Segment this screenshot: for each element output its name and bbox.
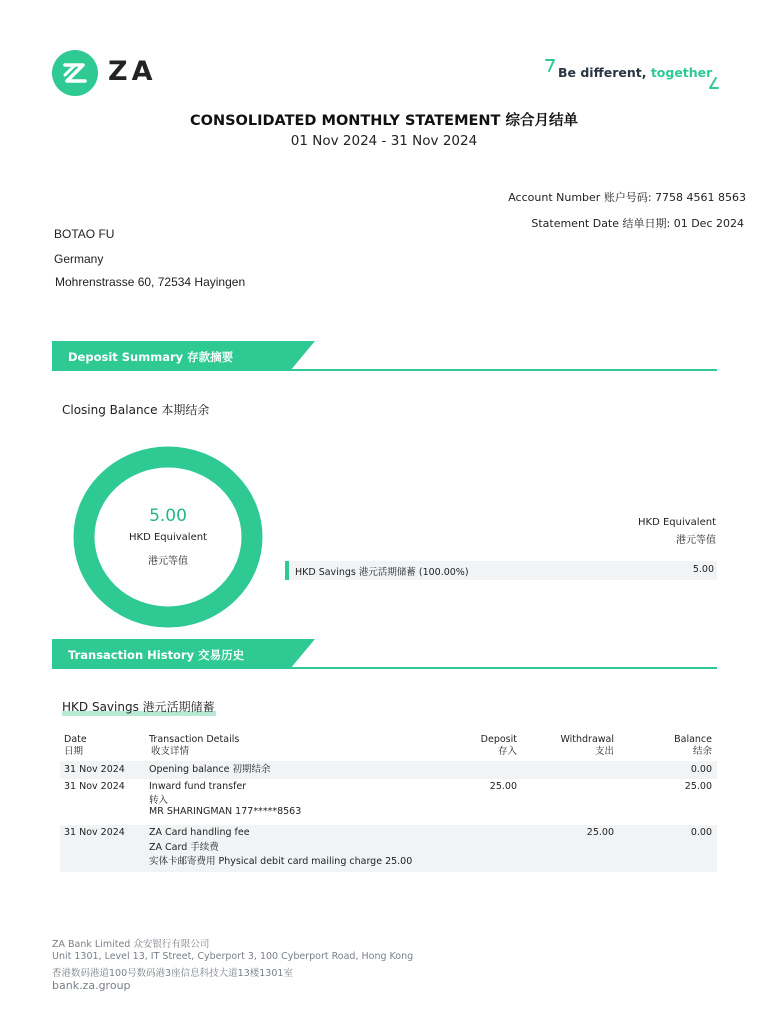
summary-row-hkd-savings <box>285 561 717 580</box>
tagline <box>540 58 720 92</box>
col-withdrawal-header: Withdrawal 支出 <box>560 734 614 757</box>
customer-country: Germany <box>54 252 104 266</box>
transaction-history-header <box>52 639 717 669</box>
row-details: 实体卡邮寄费用 Physical debit card mailing charge 25.00 <box>149 856 413 867</box>
col-deposit-header: Deposit 存入 <box>480 734 517 757</box>
transaction-history-title: Transaction History 交易历史 <box>68 648 245 662</box>
customer-name: BOTAO FU <box>54 227 115 241</box>
summary-column-header-cn: 港元等值 <box>676 535 716 546</box>
footer-company: ZA Bank Limited 众安银行有限公司 <box>52 939 210 950</box>
logo-text: ZA <box>108 56 157 87</box>
row-details: ZA Card handling fee <box>149 827 250 838</box>
customer-address: Mohrenstrasse 60, 72534 Hayingen <box>55 275 246 289</box>
legend-swatch <box>285 561 289 580</box>
row-details: Opening balance 初期结余 <box>149 764 271 775</box>
col-details-header: Transaction Details 收支详情 <box>149 734 240 757</box>
row-date: 31 Nov 2024 <box>64 781 125 792</box>
summary-row-value: 5.00 <box>692 564 714 575</box>
footer-website-link[interactable]: bank.za.group <box>52 979 131 992</box>
donut-unit-en: HKD Equivalent <box>129 532 207 543</box>
deposit-summary-header <box>52 341 717 371</box>
tagline-part1: Be different, <box>558 65 651 80</box>
row-date: 31 Nov 2024 <box>64 764 125 775</box>
row-balance: 0.00 <box>690 764 712 775</box>
table-row <box>60 779 717 824</box>
statement-period: 01 Nov 2024 - 31 Nov 2024 <box>290 133 478 149</box>
account-number: Account Number 账户号码: 7758 4561 8563 <box>508 191 746 204</box>
account-heading: HKD Savings 港元活期储蓄 <box>62 700 215 714</box>
donut-unit-cn: 港元等值 <box>148 556 188 567</box>
closing-balance-label: Closing Balance 本期结余 <box>62 403 210 417</box>
row-date: 31 Nov 2024 <box>64 827 125 838</box>
col-balance-header: Balance 结余 <box>674 734 712 757</box>
footer-address-cn: 香港数码港道100号数码港3座信息科技大道13楼1301室 <box>52 968 293 979</box>
table-row <box>60 761 717 779</box>
statement-title: CONSOLIDATED MONTHLY STATEMENT 综合月结单 <box>190 113 578 129</box>
row-details: MR SHARINGMAN 177*****8563 <box>149 806 302 817</box>
table-row <box>60 825 717 872</box>
za-logo-icon <box>52 50 98 96</box>
col-date-header: Date 日期 <box>64 734 87 757</box>
row-balance: 0.00 <box>690 827 712 838</box>
statement-date: Statement Date 结单日期: 01 Dec 2024 <box>531 217 744 230</box>
donut-total-value: 5.00 <box>149 506 187 526</box>
row-details: Inward fund transfer <box>149 781 247 792</box>
tagline-part2: together <box>650 65 713 80</box>
row-withdrawal: 25.00 <box>586 827 614 838</box>
row-details: 转入 <box>149 795 169 806</box>
row-deposit: 25.00 <box>489 781 517 792</box>
row-balance: 25.00 <box>684 781 712 792</box>
footer-address-en: Unit 1301, Level 13, IT Street, Cyberport 3, 100 Cyberport Road, Hong Kong <box>52 951 414 962</box>
deposit-summary-title: Deposit Summary 存款摘要 <box>68 350 234 364</box>
summary-row-label: HKD Savings 港元活期储蓄 (100.00%) <box>295 567 469 578</box>
summary-column-header-en: HKD Equivalent <box>638 517 716 528</box>
row-details: ZA Card 手续费 <box>149 842 219 853</box>
